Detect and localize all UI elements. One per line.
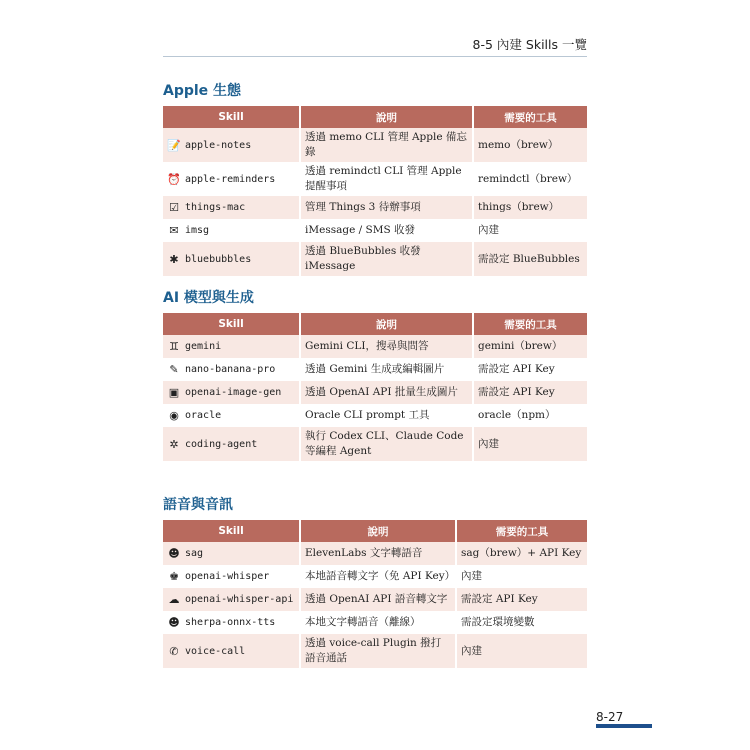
notes-icon: 📝 (167, 138, 181, 152)
skill-name: imsg (185, 225, 210, 236)
skills-table-voice (163, 520, 587, 668)
table-row (163, 565, 587, 588)
skill-desc: Gemini CLI，搜尋與問答 (300, 335, 473, 358)
skill-name: apple-reminders (185, 173, 276, 185)
skill-name: things-mac (185, 202, 246, 213)
section-title-ai: AI 模型與生成 (163, 290, 254, 306)
table-row (163, 588, 587, 611)
speaking-head-icon: ☻ (168, 616, 180, 629)
table-row (163, 162, 587, 196)
skill-tool: 內建 (456, 565, 587, 588)
skill-tool: remindctl（brew） (473, 162, 587, 196)
skill-tool: gemini（brew） (473, 335, 587, 358)
skills-table-ai (163, 313, 587, 461)
table-row (163, 219, 587, 242)
skill-name: openai-whisper (185, 571, 270, 582)
column-header-tool: 需要的工具 (473, 313, 587, 335)
skill-desc: 透過 memo CLI 管理 Apple 備忘錄 (300, 128, 473, 162)
speaking-head-icon: ☻ (168, 547, 180, 560)
skill-tool: 需設定 API Key (456, 588, 587, 611)
skill-desc: 透過 remindctl CLI 管理 Apple 提醒事項 (300, 162, 473, 196)
skill-name: coding-agent (185, 438, 258, 450)
column-header-skill: Skill (163, 313, 300, 335)
page-number: 8-27 (596, 710, 624, 724)
skill-name: gemini (185, 341, 222, 352)
skill-tool: things（brew） (473, 196, 587, 219)
column-header-desc: 說明 (300, 106, 473, 128)
table-row (163, 242, 587, 276)
skill-tool: 內建 (456, 634, 587, 668)
section-title-apple: Apple 生態 (163, 83, 242, 99)
column-header-tool: 需要的工具 (473, 106, 587, 128)
column-header-skill: Skill (163, 106, 300, 128)
skill-desc: 執行 Codex CLI、Claude Code 等編程 Agent (300, 427, 473, 461)
skill-desc: 本地文字轉語音（離線） (300, 611, 456, 634)
skill-name: apple-notes (185, 139, 252, 151)
skill-tool: sag（brew）+ API Key (456, 542, 587, 565)
column-header-skill: Skill (163, 520, 300, 542)
skill-name: voice-call (185, 645, 246, 657)
skill-desc: 管理 Things 3 待辦事項 (300, 196, 473, 219)
column-header-tool: 需要的工具 (456, 520, 587, 542)
table-row (163, 128, 587, 162)
table-row (163, 196, 587, 219)
skill-tool: 內建 (473, 427, 587, 461)
skill-desc: 透過 OpenAI API 批量生成圖片 (300, 381, 473, 404)
skill-tool: 需設定環境變數 (456, 611, 587, 634)
skill-desc: Oracle CLI prompt 工具 (300, 404, 473, 427)
skill-name: nano-banana-pro (185, 364, 276, 375)
skill-desc: 本地語音轉文字（免 API Key） (300, 565, 456, 588)
column-header-desc: 說明 (300, 313, 473, 335)
checkbox-icon: ☑ (169, 201, 179, 214)
message-icon: ✉ (169, 224, 179, 237)
skill-tool: 需設定 API Key (473, 381, 587, 404)
skill-tool: 內建 (473, 219, 587, 242)
skill-desc: 透過 Gemini 生成或編輯圖片 (300, 358, 473, 381)
skill-tool: oracle（npm） (473, 404, 587, 427)
cloud-icon: ☁ (168, 593, 180, 606)
banana-icon: ✎ (169, 363, 179, 376)
skill-name: openai-image-gen (185, 387, 282, 398)
bubbles-icon: ✱ (169, 252, 179, 266)
table-row (163, 427, 587, 461)
table-row (163, 404, 587, 427)
oracle-icon: ◉ (169, 409, 179, 422)
skill-desc: iMessage / SMS 收發 (300, 219, 473, 242)
table-row (163, 542, 587, 565)
column-header-desc: 說明 (300, 520, 456, 542)
table-row (163, 381, 587, 404)
coding-agent-icon: ✲ (169, 437, 179, 451)
skill-name: bluebubbles (185, 253, 252, 265)
running-header: 8-5 內建 Skills 一覽 (472, 37, 587, 52)
page-number-bar (596, 724, 652, 728)
table-row (163, 611, 587, 634)
whisper-icon: ♚ (169, 570, 179, 583)
skill-name: openai-whisper-api (185, 594, 294, 605)
skill-desc: 透過 OpenAI API 語音轉文字 (300, 588, 456, 611)
skill-desc: 透過 BlueBubbles 收發 iMessage (300, 242, 473, 276)
skill-name: sherpa-onnx-tts (185, 617, 276, 628)
image-icon: ▣ (168, 386, 180, 399)
skill-name: sag (185, 548, 204, 559)
skill-name: oracle (185, 410, 222, 421)
gemini-icon: ♊ (169, 340, 179, 353)
table-row (163, 335, 587, 358)
skill-desc: 透過 voice-call Plugin 撥打語音通話 (300, 634, 456, 668)
table-row (163, 634, 587, 668)
header-rule (163, 56, 587, 57)
skill-tool: memo（brew） (473, 128, 587, 162)
skill-tool: 需設定 API Key (473, 358, 587, 381)
skill-desc: ElevenLabs 文字轉語音 (300, 542, 456, 565)
skills-table-apple (163, 106, 587, 276)
alarm-clock-icon: ⏰ (167, 172, 181, 186)
section-title-voice: 語音與音訊 (163, 497, 233, 513)
phone-icon: ✆ (169, 644, 179, 658)
table-row (163, 358, 587, 381)
skill-tool: 需設定 BlueBubbles (473, 242, 587, 276)
